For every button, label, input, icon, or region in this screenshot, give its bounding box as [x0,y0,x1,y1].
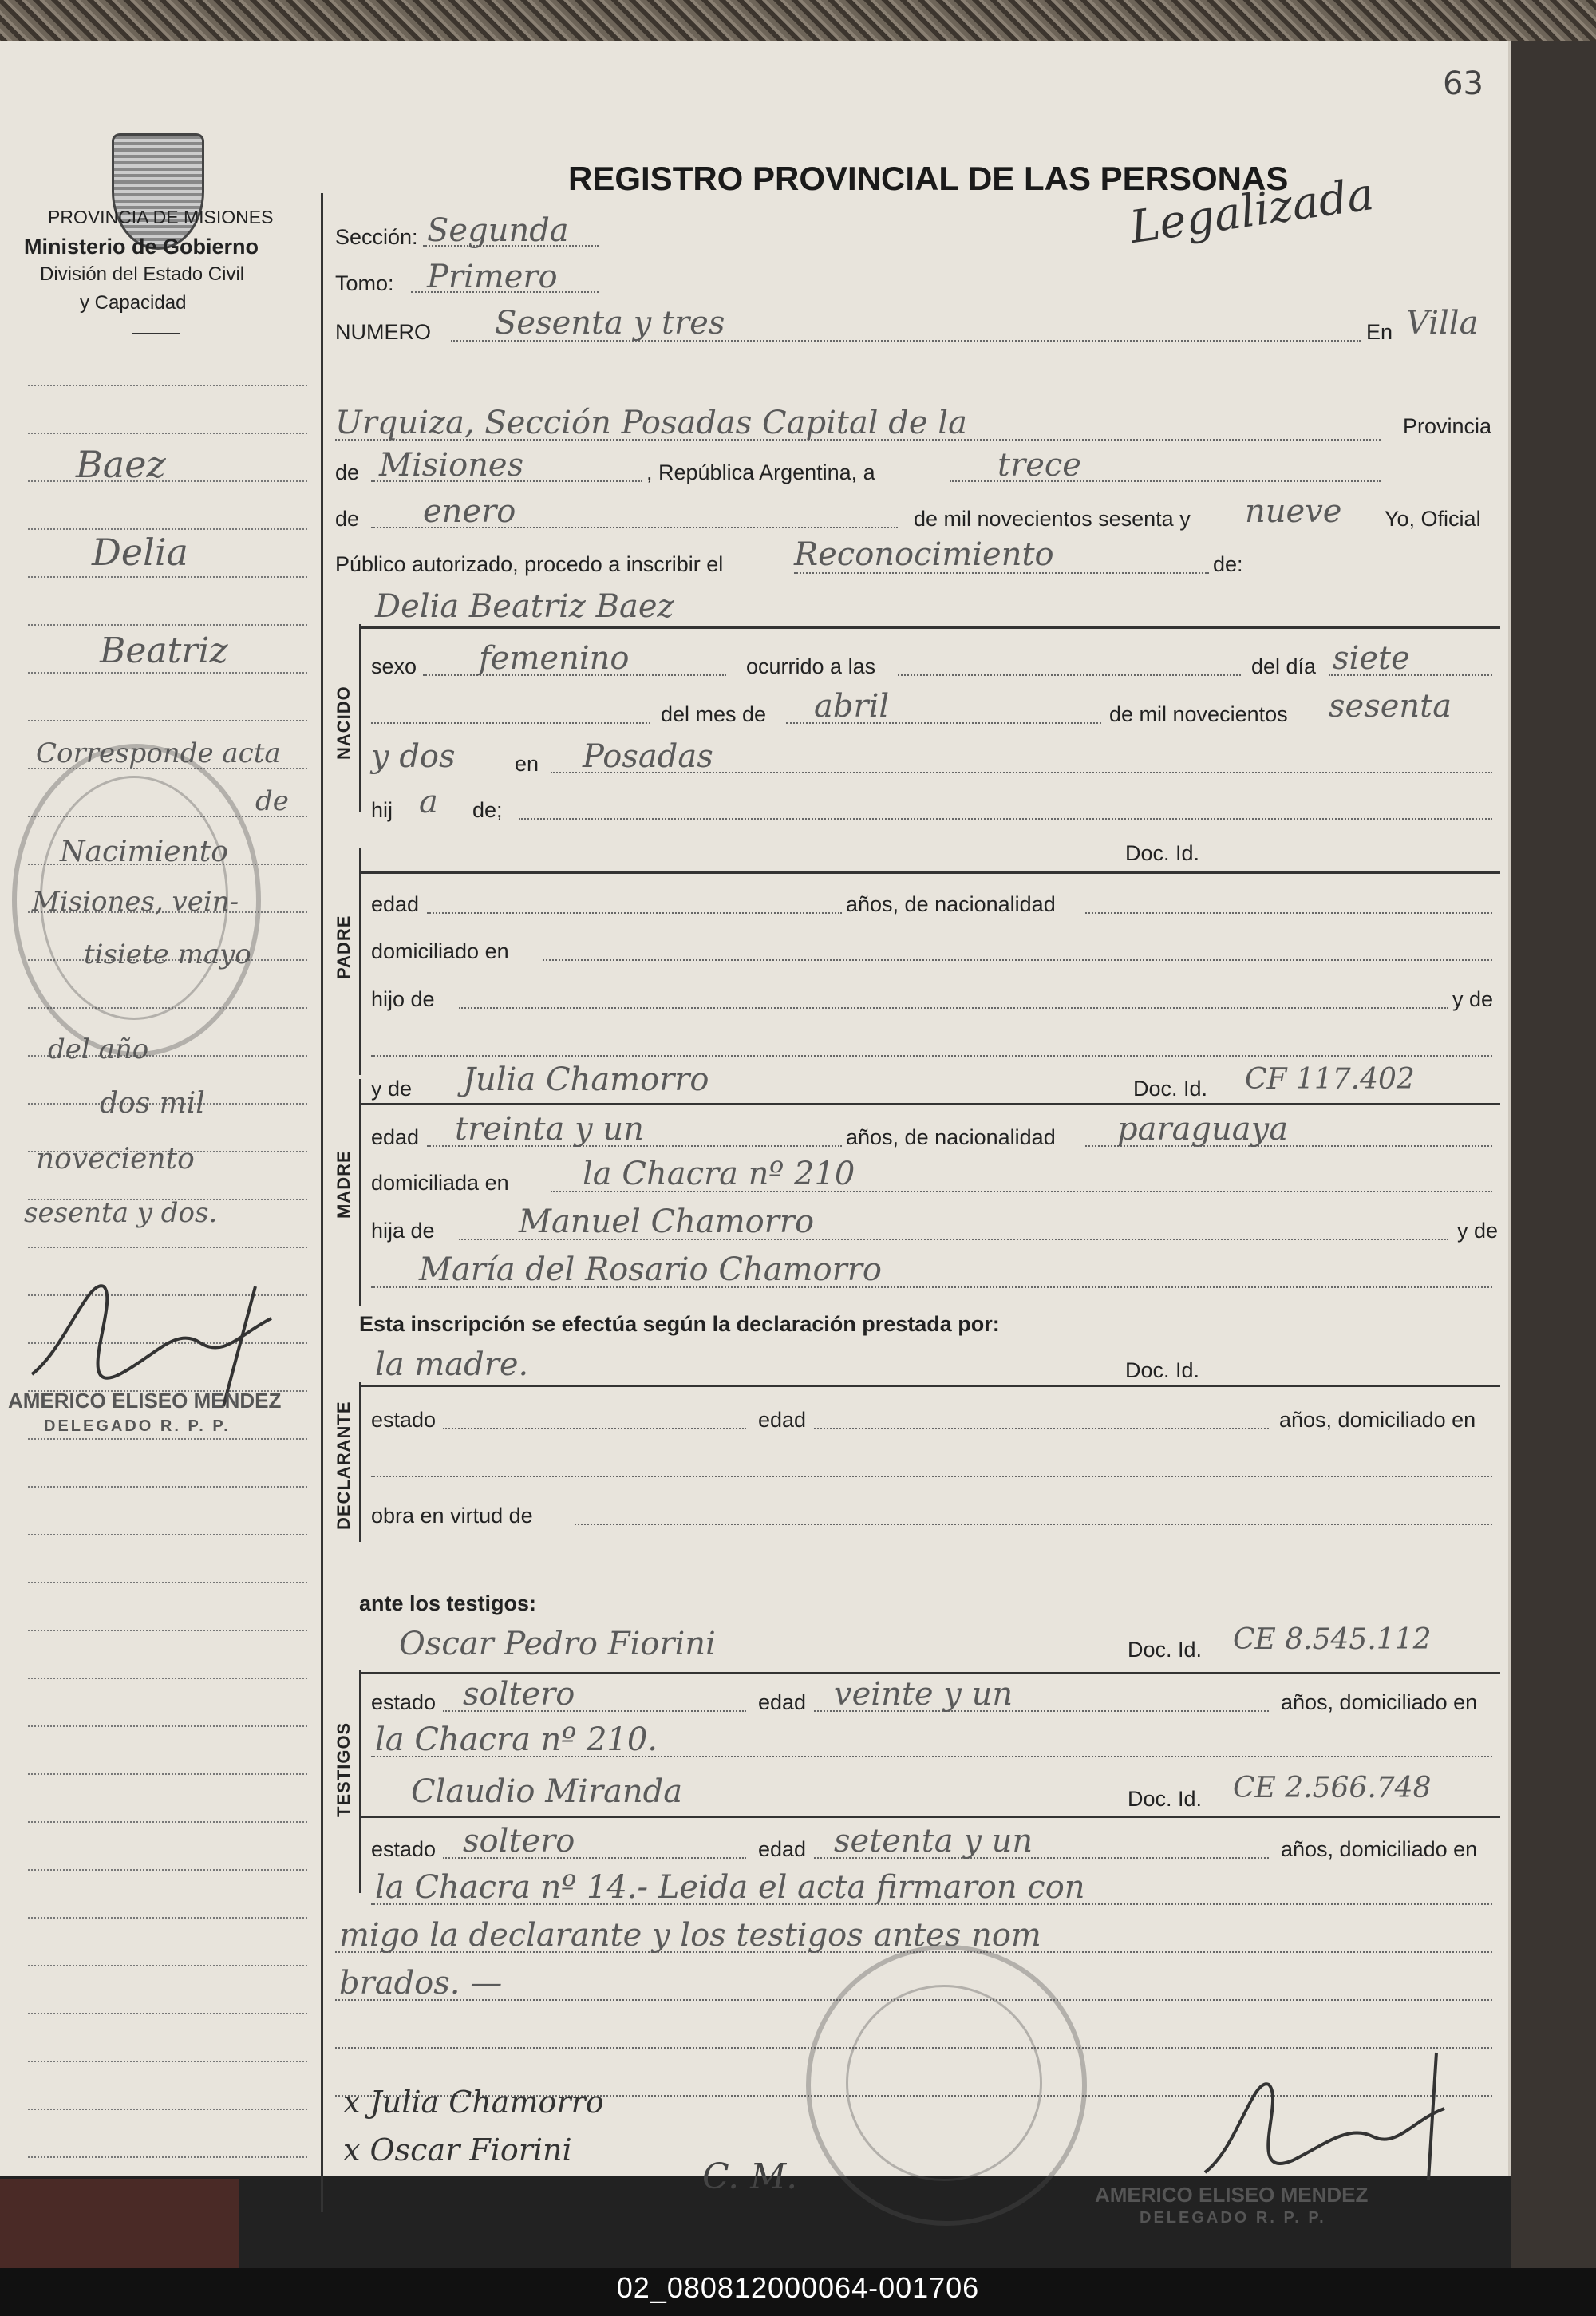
declarante-domicilio-line [371,1476,1492,1477]
declarante-anos-label: años, domiciliado en [1279,1408,1476,1432]
dia-nac-value: siete [1333,640,1410,677]
official-stamp-name: AMERICO ELISEO MENDEZ [1095,2183,1369,2207]
padre-hijo-line [459,1007,1448,1009]
declarante-section-label: DECLARANTE [334,1401,354,1530]
testigo1-domicilio: la Chacra nº 210. [375,1721,658,1758]
en-nac-label: en [515,752,539,776]
margin-note-line: Misiones, vein- [32,886,239,918]
sidebar-division-2: y Capacidad [80,292,187,314]
padre-edad-label: edad [371,892,420,916]
padre-yde-label: y de [1452,987,1494,1011]
declarante-edad-line [814,1428,1269,1429]
margin-note-line: tisiete mayo [84,939,251,970]
padre-nacionalidad-line [1085,912,1492,914]
margin-note-name: Delia [92,531,188,574]
seccion-value: Segunda [427,212,569,249]
de2-label: de [335,507,360,531]
top-decorative-edge [0,0,1596,46]
nacido-bracket [359,624,361,812]
hij-line [519,818,1492,820]
declarante-obra-label: obra en virtud de [371,1504,533,1528]
nacido-nombre: Delia Beatriz Baez [375,588,674,625]
madre-hija-label: hija de [371,1219,435,1243]
provincia-value: Misiones [379,447,524,484]
margin-note-line: noveciento [36,1143,195,1176]
testigo1-anos-label: años, domiciliado en [1281,1690,1478,1714]
testigo1-doc-value: CE 8.545.112 [1233,1623,1432,1656]
sexo-label: sexo [371,654,417,678]
province-crest-icon [112,133,204,250]
testigos-bracket [359,1670,361,1893]
madre-nacionalidad-value: paraguaya [1117,1111,1289,1148]
tomo-label: Tomo: [335,271,394,295]
hij-label: hij [371,798,393,822]
book-binding [0,2179,239,2268]
madre-doc-value: CF 117.402 [1245,1063,1415,1096]
madre-padre-value: Manuel Chamorro [519,1203,815,1240]
margin-note-line: de [255,785,289,817]
padre-doc-label: Doc. Id. [1125,841,1200,865]
de3-label: de: [1213,552,1243,576]
declarante-obra-line [575,1524,1492,1525]
right-page-edge [1511,41,1596,2268]
tomo-value: Primero [427,259,558,295]
initials: C. M. [702,2156,798,2197]
testigo2-doc-label: Doc. Id. [1128,1787,1203,1811]
margin-note-line: dos mil [100,1087,205,1120]
mes-nac-value: abril [814,688,890,725]
yo-label: Yo, Oficial [1385,507,1481,531]
testigo2-edad: setenta y un [834,1823,1033,1860]
hora-line [898,674,1241,676]
padre-top-rule [359,871,1500,874]
madre-yde-label: y de [371,1077,413,1101]
margin-stamp-role: DELEGADO R. P. P. [44,1417,231,1435]
testigo1-estado-label: estado [371,1690,437,1714]
document-title: REGISTRO PROVINCIAL DE LAS PERSONAS [568,160,1289,197]
lugar-value: Posadas [583,738,713,775]
margin-note-line: Corresponde acta [36,737,281,769]
testigo1-edad-label: edad [758,1690,807,1714]
margin-note-surname: Baez [76,443,166,486]
madre-section-label: MADRE [334,1150,354,1219]
testigo2-domicilio: la Chacra nº 14.- Leida el acta firmaron con [375,1869,1085,1906]
declarante-estado-label: estado [371,1408,437,1432]
republica-label: , República Argentina, a [646,460,875,484]
madre-bracket [359,1079,361,1306]
declarante-top-rule [359,1385,1500,1387]
numero-label: NUMERO [335,320,431,344]
testigo2-edad-label: edad [758,1837,807,1861]
madre-domicilio-value: la Chacra nº 210 [583,1156,855,1192]
madre-top-rule [359,1103,1500,1105]
acto-value: Reconocimiento [794,536,1054,573]
closing-text-1: migo la declarante y los testigos antes nom [339,1917,1041,1954]
testigo1-doc-label: Doc. Id. [1128,1638,1203,1662]
declarante-edad-label: edad [758,1408,807,1432]
legalizada-annotation: Legalizada [1126,168,1377,255]
testigo2-doc-value: CE 2.566.748 [1233,1772,1432,1804]
testigo1-edad: veinte y un [834,1676,1013,1713]
padre-hijo-label: hijo de [371,987,435,1011]
padre-domicilio-line [543,959,1492,961]
margin-note-middle-name: Beatriz [100,630,228,671]
margin-seal-inner [40,776,228,1020]
sexo-value: femenino [479,640,630,677]
anio-nac-value-2: y dos [371,738,456,775]
margin-note-line: sesenta y dos. [24,1197,218,1229]
padre-line [371,1055,1492,1057]
firma-declarante: x Julia Chamorro [343,2085,604,2120]
padre-nacionalidad-label: años, de nacionalidad [846,892,1056,916]
nacido-top-rule [359,626,1500,629]
madre-madre-value: María del Rosario Chamorro [419,1251,882,1288]
place-line: Urquiza, Sección Posadas Capital de la [335,405,967,441]
hij-de-label: de; [472,798,503,822]
page-number: 63 [1443,65,1483,102]
publico-label: Público autorizado, procedo a inscribir el [335,552,724,576]
anio-nac-value: sesenta [1329,688,1452,725]
provincia-label: Provincia [1403,414,1492,438]
madre-edad-value: treinta y un [455,1111,644,1148]
declarante-nombre: la madre. [375,1346,529,1383]
seccion-label: Sección: [335,225,418,249]
mes-value: enero [423,493,516,530]
registry-seal-inner [846,1985,1042,2181]
madre-doc-label: Doc. Id. [1133,1077,1208,1101]
testigo1-nombre: Oscar Pedro Fiorini [399,1626,716,1662]
anio-value: nueve [1245,493,1342,530]
testigos-section-label: TESTIGOS [334,1721,354,1817]
testigo2-nombre: Claudio Miranda [411,1773,683,1810]
en-label: En [1366,320,1393,344]
testigo1-estado: soltero [463,1676,575,1713]
declarante-estado-line [443,1428,746,1429]
sidebar-border [321,193,323,2212]
madre-nombre: Julia Chamorro [463,1061,709,1098]
sidebar-ministry: Ministerio de Gobierno [24,235,259,259]
declarante-bracket [359,1382,361,1542]
testigo2-estado: soltero [463,1823,575,1860]
document-page [0,41,1511,2227]
madre-yde2-label: y de [1457,1219,1499,1243]
declarante-intro: Esta inscripción se efectúa según la declaración prestada por: [359,1312,1000,1336]
closing-text-2: brados. — [339,1965,503,2002]
mil-nac-label: de mil novecientos [1109,702,1288,726]
firma-testigo: x Oscar Fiorini [343,2132,572,2168]
numero-value: Sesenta y tres [495,305,725,342]
padre-domicilio-label: domiciliado en [371,939,509,963]
de-label: de [335,460,360,484]
testigo1-rule [359,1672,1500,1674]
margin-note-line: Nacimiento [60,836,228,868]
official-stamp-role: DELEGADO R. P. P. [1140,2209,1326,2227]
sidebar-divider [132,333,180,334]
margin-note-line: del año [48,1034,149,1065]
testigo2-estado-label: estado [371,1837,437,1861]
testigo2-rule [359,1816,1500,1818]
madre-domicilio-label: domiciliada en [371,1171,509,1195]
mil-label: de mil novecientos sesenta y [914,507,1191,531]
hij-value: a [419,784,438,820]
declarante-doc-label: Doc. Id. [1125,1358,1200,1382]
del-dia-label: del día [1251,654,1317,678]
madre-nacionalidad-label: años, de nacionalidad [846,1125,1056,1149]
margin-stamp-name: AMERICO ELISEO MENDEZ [8,1389,282,1413]
sidebar-division: División del Estado Civil [40,263,245,285]
nacido-section-label: NACIDO [334,686,354,760]
madre-edad-label: edad [371,1125,420,1149]
official-signature [1173,2045,1476,2196]
testigo2-anos-label: años, domiciliado en [1281,1837,1478,1861]
image-caption: 02_080812000064-001706 [616,2271,980,2304]
blank-line [371,722,650,724]
testigos-intro: ante los testigos: [359,1591,537,1615]
del-mes-label: del mes de [661,702,767,726]
padre-bracket [359,848,361,1075]
sidebar-province: PROVINCIA DE MISIONES [48,207,274,227]
padre-edad-line [427,912,842,914]
en-value: Villa [1406,305,1479,342]
padre-section-label: PADRE [334,915,354,979]
dia-value: trece [998,447,1081,484]
ocurrido-label: ocurrido a las [746,654,876,678]
